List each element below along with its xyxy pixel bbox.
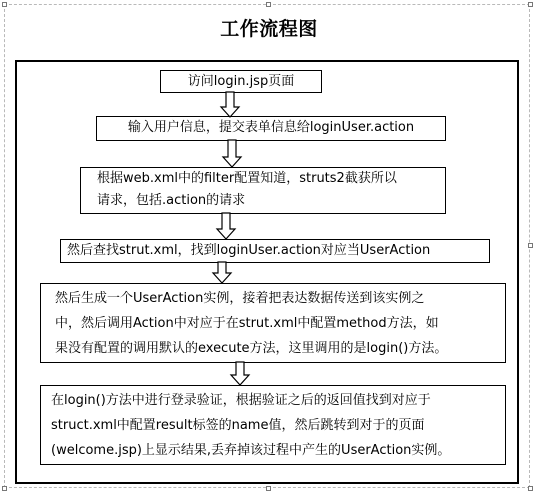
resize-handle-bottom-center[interactable] (266, 486, 271, 491)
resize-handle-middle-right[interactable] (528, 243, 533, 248)
step-3-line-1: 根据web.xml中的filter配置知道，struts2截获所以 (97, 171, 397, 186)
resize-handle-bottom-right[interactable] (528, 486, 533, 491)
flow-arrow-4 (211, 262, 233, 284)
flow-step-2 (96, 116, 446, 141)
resize-handle-top-right[interactable] (528, 2, 533, 7)
flow-step-3 (80, 167, 446, 214)
step-5-line-3: 果没有配置的调用默认的execute方法，这里调用的是login()方法。 (55, 341, 448, 356)
step-6-line-3: (welcome.jsp)上显示结果,丢弃掉该过程中产生的UserAction实例。 (51, 443, 451, 458)
flow-step-6 (40, 385, 506, 465)
step-1-line-1: 访问login.jsp页面 (187, 74, 295, 89)
flow-arrow-5 (229, 362, 251, 386)
step-6-line-1: 在login()方法中进行登录验证，根据验证之后的返回值找到对应于 (51, 393, 431, 408)
flow-step-1 (160, 70, 322, 93)
resize-handle-top-center[interactable] (266, 2, 271, 7)
flow-arrow-1 (219, 92, 241, 118)
resize-handle-top-left[interactable] (2, 2, 7, 7)
step-5-line-2: 中，然后调用Action中对应于在strut.xml中配置method方法，如 (55, 316, 439, 331)
flow-step-5 (40, 283, 506, 363)
step-2-line-1: 输入用户信息，提交表单信息给loginUser.action (127, 120, 415, 135)
resize-handle-bottom-left[interactable] (2, 486, 7, 491)
step-4-line-1: 然后查找strut.xml，找到loginUser.action对应当UserAction (67, 243, 431, 258)
step-3-line-2: 请求，包括.action的请求 (97, 193, 246, 208)
step-6-line-2: struct.xml中配置result标签的name值，然后跳转到对于的页面 (51, 418, 425, 433)
diagram-title: 工作流程图 (220, 18, 318, 40)
flow-arrow-2 (221, 140, 243, 168)
flow-step-4 (60, 239, 490, 263)
flow-arrow-3 (215, 213, 237, 240)
step-5-line-1: 然后生成一个UserAction实例，接着把表达数据传送到该实例之 (55, 291, 425, 306)
